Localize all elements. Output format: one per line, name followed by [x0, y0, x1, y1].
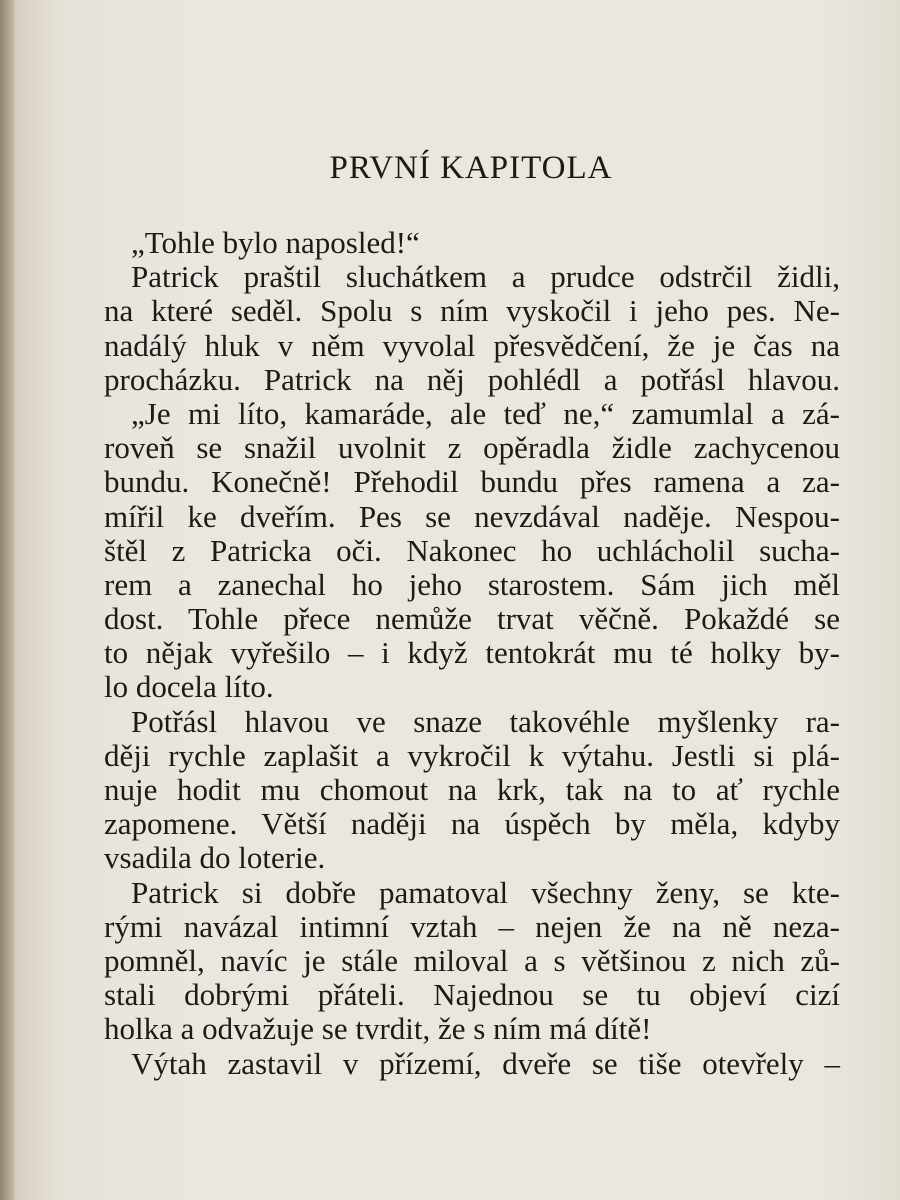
- text-line: Patrick si dobře pamatoval všechny ženy, se kte-: [131, 874, 840, 910]
- text-line: Potřásl hlavou ve snaze takovéhle myšlenky ra-: [131, 703, 840, 739]
- text-line: „Tohle bylo naposled!“: [131, 225, 420, 260]
- chapter-title: PRVNÍ KAPITOLA: [329, 150, 613, 186]
- text-line: stali dobrými přáteli. Najednou se tu objeví cizí: [104, 977, 840, 1013]
- text-line: roveň se snažil uvolnit z opěradla židle zachycenou: [104, 430, 840, 466]
- text-line: to nějak vyřešilo – i když tentokrát mu té holky by-: [104, 635, 840, 671]
- body-text: [104, 226, 840, 1081]
- text-line: pomněl, navíc je stále miloval a s většinou z nich zů-: [104, 942, 840, 978]
- text-line: na které seděl. Spolu s ním vyskočil i jeho pes. Ne-: [104, 293, 840, 329]
- text-line: Výtah zastavil v přízemí, dveře se tiše otevřely –: [131, 1045, 840, 1081]
- text-line: ději rychle zaplašit a vykročil k výtahu. Jestli si plá-: [104, 737, 840, 773]
- text-line: dost. Tohle přece nemůže trvat věčně. Pokaždé se: [104, 601, 840, 637]
- text-line: bundu. Konečně! Přehodil bundu přes ramena a za-: [104, 464, 840, 500]
- text-line: zapomene. Větší naději na úspěch by měla, kdyby: [104, 806, 840, 842]
- text-line: procházku. Patrick na něj pohlédl a potřásl hlavou.: [104, 361, 840, 397]
- text-line: rými navázal intimní vztah – nejen že na ně neza-: [104, 908, 840, 944]
- text-line: holka a odvažuje se tvrdit, že s ním má dítě!: [104, 1011, 652, 1047]
- text-line: lo docela líto.: [104, 669, 274, 705]
- text-line: nadálý hluk v něm vyvolal přesvědčení, že je čas na: [104, 327, 840, 363]
- text-line: nuje hodit mu chomout na krk, tak na to ať rychle: [104, 772, 840, 807]
- text-line: Patrick praštil sluchátkem a prudce odstrčil židli,: [131, 259, 840, 295]
- text-line: mířil ke dveřím. Pes se nevzdával naděje. Nespou-: [104, 498, 840, 534]
- text-line: vsadila do loterie.: [104, 840, 326, 876]
- text-line: rem a zanechal ho jeho starostem. Sám jich měl: [104, 566, 840, 602]
- text-line: „Je mi líto, kamaráde, ale teď ne,“ zamumlal a zá-: [131, 395, 840, 431]
- text-line: štěl z Patricka oči. Nakonec ho uchlácholil sucha-: [104, 532, 840, 568]
